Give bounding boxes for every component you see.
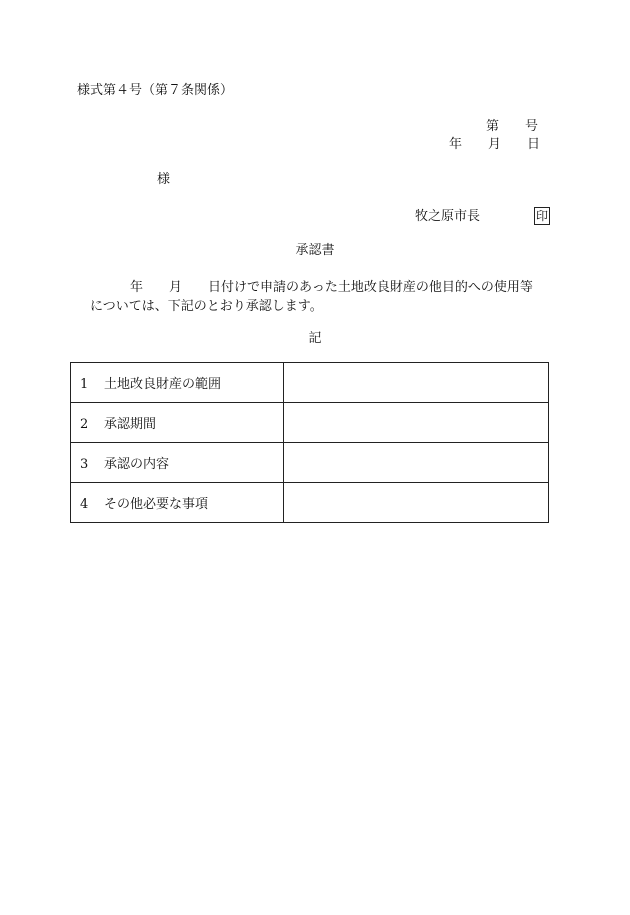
addressee: 様 xyxy=(157,172,171,187)
item-label: 承認期間 xyxy=(104,417,157,432)
item-number: 1 xyxy=(80,377,89,392)
ki-heading: 記 xyxy=(308,331,322,346)
item-label-cell xyxy=(71,443,284,483)
item-label-cell xyxy=(71,483,284,523)
table-row xyxy=(71,483,549,523)
seal-stamp: 印 xyxy=(535,209,548,223)
item-label-cell xyxy=(71,363,284,403)
item-number: 2 xyxy=(80,417,89,432)
item-value-cell xyxy=(284,363,549,403)
document-number: 第 号 xyxy=(485,119,538,134)
form-label: 様式第４号（第７条関係） xyxy=(77,83,234,98)
item-label: 土地改良財産の範囲 xyxy=(104,377,222,392)
document-date: 年 月 日 xyxy=(448,137,540,152)
item-value-cell xyxy=(284,443,549,483)
item-value-cell xyxy=(284,403,549,443)
item-number: 3 xyxy=(80,457,89,472)
issuer xyxy=(415,207,550,225)
body-text xyxy=(90,278,560,316)
body-line-1: 年 月 日付けで申請のあった土地改良財産の他目的への使用等 xyxy=(130,280,533,295)
item-label: 承認の内容 xyxy=(104,457,170,472)
body-line-2: については、下記のとおり承認します。 xyxy=(90,299,323,314)
item-value-cell xyxy=(284,483,549,523)
table-row xyxy=(71,403,549,443)
item-label: その他必要な事項 xyxy=(104,497,209,512)
item-label-cell xyxy=(71,403,284,443)
table-row xyxy=(71,443,549,483)
document-title: 承認書 xyxy=(295,243,335,258)
table-row xyxy=(71,363,549,403)
item-number: 4 xyxy=(80,497,89,512)
items-table xyxy=(70,362,549,523)
issuer-name: 牧之原市長 xyxy=(414,208,480,224)
